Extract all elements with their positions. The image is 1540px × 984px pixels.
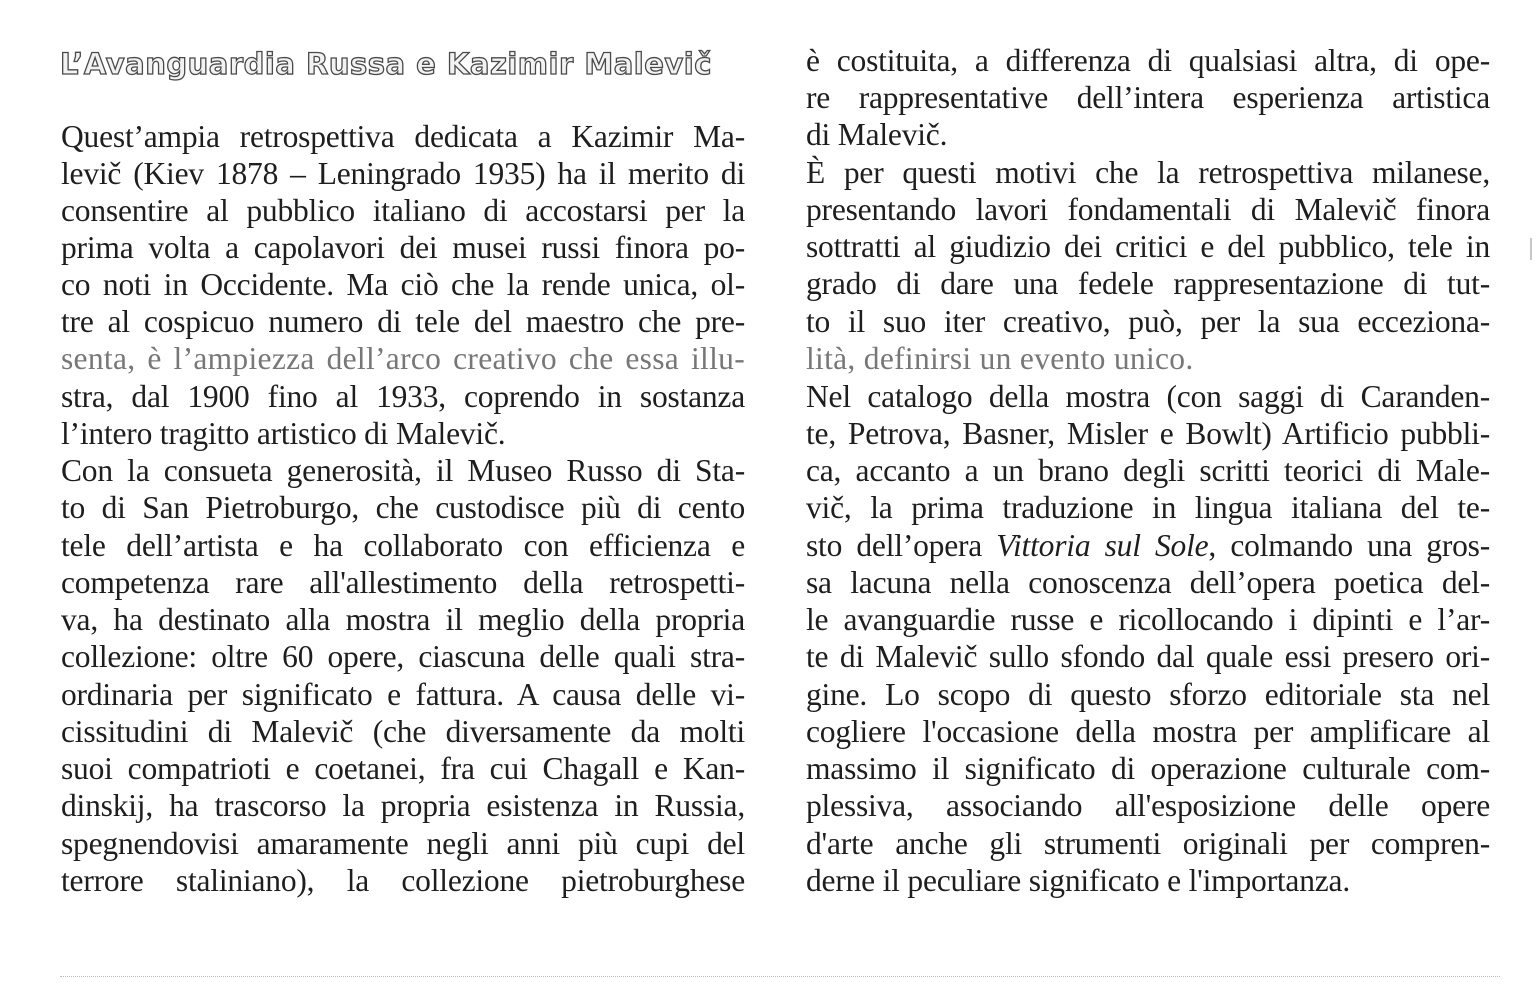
article-title: L’Avanguardia Russa e Kazimir Malevič bbox=[60, 47, 712, 81]
text-line: lità, definirsi un evento unico. bbox=[806, 341, 1194, 376]
text-line: Nel catalogo della mostra (con saggi di Caranden- bbox=[806, 379, 1490, 414]
text-line: suoi compatrioti e coetanei, fra cui Chagall e Kan- bbox=[61, 751, 745, 786]
text-line: presentando lavori fondamentali di Malevič finora bbox=[806, 192, 1490, 227]
text-line: te, Petrova, Basner, Misler e Bowlt) Artificio pubbli- bbox=[806, 416, 1490, 451]
text-line: tre al cospicuo numero di tele del maestro che pre- bbox=[61, 304, 745, 339]
text-line: Con la consueta generosità, il Museo Russo di Sta- bbox=[61, 453, 745, 488]
text-line: spegnendovisi amaramente negli anni più cupi del bbox=[61, 826, 745, 861]
text-line: Quest’ampia retrospettiva dedicata a Kazimir Ma- bbox=[61, 119, 745, 154]
bottom-dotted-rule bbox=[60, 976, 1500, 977]
text-line: competenza rare all'allestimento della retrospetti- bbox=[61, 565, 745, 600]
text-fragment: sto dell’opera bbox=[806, 528, 997, 563]
text-line: vič, la prima traduzione in lingua italiana del te- bbox=[806, 490, 1490, 525]
text-line: collezione: oltre 60 opere, ciascuna delle quali stra- bbox=[61, 639, 745, 674]
text-line: d'arte anche gli strumenti originali per compren- bbox=[806, 826, 1490, 861]
text-line: sottratti al giudizio dei critici e del pubblico, tele in bbox=[806, 229, 1490, 264]
text-line: dinskij, ha trascorso la propria esistenza in Russia, bbox=[61, 788, 745, 823]
text-line: sa lacuna nella conoscenza dell’opera poetica del- bbox=[806, 565, 1490, 600]
text-line: co noti in Occidente. Ma ciò che la rende unica, ol- bbox=[61, 267, 745, 302]
text-line: di Malevič. bbox=[806, 117, 948, 152]
text-line: stra, dal 1900 fino al 1933, coprendo in sostanza bbox=[61, 379, 745, 414]
text-line: to di San Pietroburgo, che custodisce più di cento bbox=[61, 490, 745, 525]
text-line: derne il peculiare significato e l'importanza. bbox=[806, 863, 1350, 898]
text-line: grado di dare una fedele rappresentazione di tut- bbox=[806, 266, 1490, 301]
scan-edge-mark bbox=[1530, 238, 1532, 260]
text-line: l’intero tragitto artistico di Malevič. bbox=[61, 416, 506, 451]
text-fragment: , colmando una gros- bbox=[1208, 528, 1491, 563]
text-line: to il suo iter creativo, può, per la sua eccezionа- bbox=[806, 304, 1490, 339]
text-line: ca, accanto a un brano degli scritti teorici di Male- bbox=[806, 453, 1490, 488]
text-line: massimo il significato di operazione culturale com- bbox=[806, 751, 1490, 786]
text-line: tele dell’artista e ha collaborato con efficienza e bbox=[61, 528, 745, 563]
text-line: cogliere l'occasione della mostra per amplificare al bbox=[806, 714, 1490, 749]
text-line-with-italic bbox=[806, 527, 1490, 564]
text-line: plessiva, associando all'esposizione delle opere bbox=[806, 788, 1490, 823]
italic-work-title: Vittoria sul Sole bbox=[996, 528, 1209, 563]
text-line: gine. Lo scopo di questo sforzo editoriale sta nel bbox=[806, 677, 1490, 712]
text-line: prima volta a capolavori dei musei russi finora po- bbox=[61, 230, 745, 265]
text-line: terrore staliniano), la collezione pietroburghese bbox=[61, 863, 745, 898]
text-line: ordinaria per significato e fattura. A causa delle vi- bbox=[61, 677, 745, 712]
text-line: le avanguardie russe e ricollocando i dipinti e l’ar- bbox=[806, 602, 1490, 637]
text-line: consentire al pubblico italiano di accostarsi per la bbox=[61, 193, 745, 228]
text-line: te di Malevič sullo sfondo dal quale essi presero ori- bbox=[806, 639, 1490, 674]
text-line: senta, è l’ampiezza dell’arco creativo che essa illu- bbox=[61, 341, 745, 376]
text-line: È per questi motivi che la retrospettiva milanese, bbox=[806, 155, 1490, 190]
text-line: cissitudini di Malevič (che diversamente da molti bbox=[61, 714, 745, 749]
text-line: levič (Kiev 1878 – Leningrado 1935) ha il merito di bbox=[61, 156, 745, 191]
text-line: è costituita, a differenza di qualsiasi altra, di ope- bbox=[806, 43, 1490, 78]
text-line: va, ha destinato alla mostra il meglio della propria bbox=[61, 602, 745, 637]
text-line: re rappresentative dell’intera esperienza artistica bbox=[806, 80, 1490, 115]
